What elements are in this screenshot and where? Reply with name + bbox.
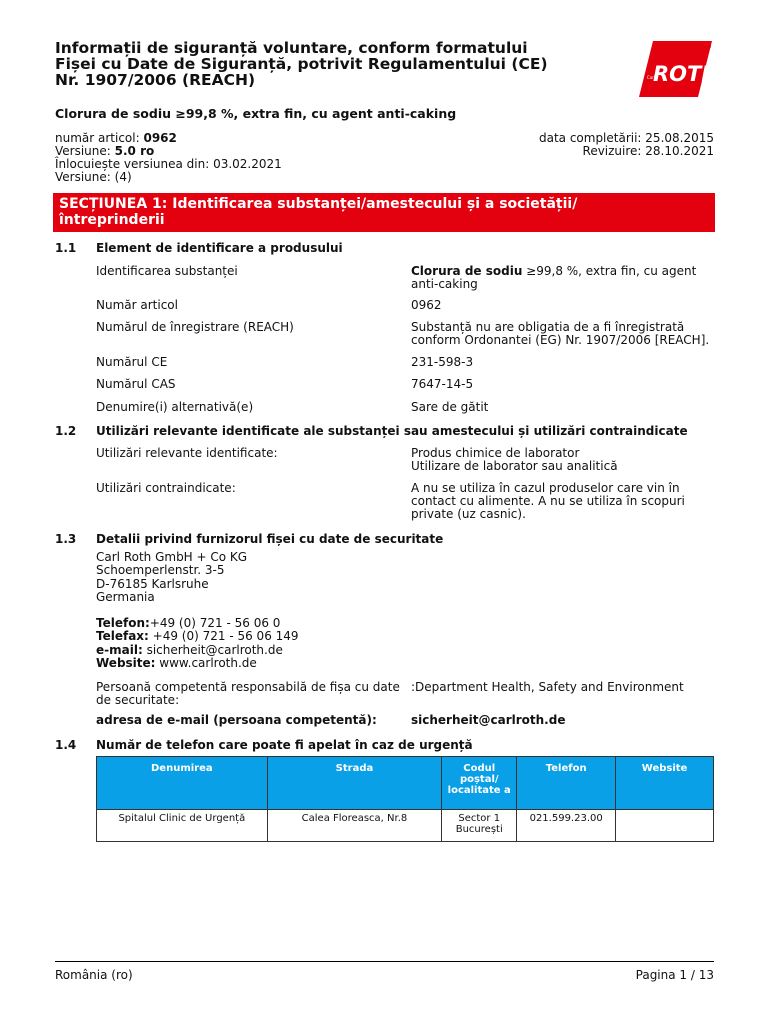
phone-value: +49 (0) 721 - 56 06 0	[149, 616, 281, 630]
email-label: e-mail:	[96, 642, 143, 657]
row-value-substance-id	[411, 265, 721, 291]
competent-email-label: adresa de e-mail (persoana competentă):	[96, 713, 377, 727]
supplier-name: Carl Roth GmbH + Co KG	[96, 550, 248, 564]
col-header-phone: Telefon	[517, 757, 616, 810]
subsection-1-2-title: Utilizări relevante identificate ale substanței sau amestecului și utilizări contraindicate	[96, 424, 688, 438]
revision-date: Revizuire: 28.10.2021	[582, 144, 714, 158]
title-line-3: Nr. 1907/2006 (REACH)	[55, 71, 256, 89]
col-header-website: Website	[616, 757, 714, 810]
emergency-contacts-table	[96, 756, 714, 842]
meta-right	[539, 132, 714, 158]
article-value: 0962	[143, 131, 177, 145]
website-label: Website:	[96, 656, 156, 671]
supplier-contacts	[96, 617, 299, 671]
document-title	[55, 40, 595, 88]
meta-left	[55, 132, 282, 184]
row-value-article-number: 0962	[411, 298, 442, 312]
website-value: www.carlroth.de	[155, 656, 257, 671]
logo-small-text: Carl	[647, 75, 655, 80]
cell-street: Calea Floreasca, Nr.8	[267, 810, 442, 842]
supplier-street: Schoemperlenstr. 3-5	[96, 563, 225, 578]
page-number: Pagina 1 / 13	[635, 968, 714, 982]
cell-postal: Sector 1 București	[442, 810, 517, 842]
logo-text: ROTH	[653, 62, 719, 86]
competent-person-label: Persoană competentă responsabilă de fișa cu date de securitate:	[96, 680, 400, 707]
subsection-1-4-title: Număr de telefon care poate fi apelat în caz de urgență	[96, 738, 473, 752]
row-label-contraindicated-uses: Utilizări contraindicate:	[96, 481, 236, 495]
footer-locale: România (ro)	[55, 968, 133, 982]
substance-name: Clorura de sodiu	[411, 264, 523, 278]
subsection-1-3-title: Detalii privind furnizorul fișei cu date de securitate	[96, 532, 444, 546]
version-label: Versiune:	[55, 144, 115, 158]
subsection-1-4-number: 1.4	[55, 738, 77, 752]
title-line-2: Fișei cu Date de Siguranță, potrivit Regulamentului (CE)	[55, 55, 548, 73]
version-value: 5.0 ro	[114, 144, 155, 158]
competent-email-value: sicherheit@carlroth.de	[411, 713, 566, 727]
subsection-1-2-number: 1.2	[55, 424, 77, 438]
col-header-street: Strada	[267, 757, 442, 810]
subsection-1-1-title: Element de identificare a produsului	[96, 241, 343, 255]
col-header-postal: Codul poștal/ localitate a	[442, 757, 517, 810]
supplier-country: Germania	[96, 590, 155, 605]
footer-divider	[55, 961, 714, 962]
row-label-relevant-uses: Utilizări relevante identificate:	[96, 446, 278, 460]
relevant-use-2: Utilizare de laborator sau analitică	[411, 459, 618, 473]
logo-registered: ®	[705, 43, 712, 51]
row-label-cas-number: Numărul CAS	[96, 377, 176, 391]
fax-value: +49 (0) 721 - 56 06 149	[148, 629, 299, 644]
email-value: sicherheit@carlroth.de	[142, 642, 283, 657]
replaces-line: Înlocuiește versiunea din: 03.02.2021	[55, 157, 282, 171]
row-label-substance-id: Identificarea substanței	[96, 264, 238, 278]
substance-spec: ≥99,8 %, extra fin, cu agent anti-caking	[411, 264, 697, 291]
cell-website	[616, 810, 714, 842]
subsection-1-3-number: 1.3	[55, 532, 77, 546]
fax-label: Telefax:	[96, 629, 149, 644]
phone-label: Telefon:	[96, 616, 150, 630]
article-label: număr articol:	[55, 131, 144, 145]
section-1-title-line-1: SECȚIUNEA 1: Identificarea substanței/amestecului și a societății/	[59, 196, 578, 212]
row-label-ec-number: Numărul CE	[96, 355, 168, 369]
row-value-contraindicated-uses: A nu se utiliza în cazul produselor care vin în contact cu alimente. A nu se utiliza în scopuri private (uz casnic).	[411, 481, 685, 521]
table-header-row	[97, 757, 714, 810]
cell-name: Spitalul Clinic de Urgență	[97, 810, 268, 842]
row-label-reach-registration: Numărul de înregistrare (REACH)	[96, 320, 294, 334]
section-1-title-line-2: întreprinderii	[59, 212, 165, 228]
relevant-use-1: Produs chimice de laborator	[411, 446, 580, 460]
row-value-cas-number: 7647-14-5	[411, 377, 474, 391]
subsection-1-1-number: 1.1	[55, 241, 77, 255]
row-label-alternative-names: Denumire(i) alternativă(e)	[96, 400, 254, 414]
cell-phone: 021.599.23.00	[517, 810, 616, 842]
col-header-name: Denumirea	[97, 757, 268, 810]
row-value-relevant-uses	[411, 447, 721, 473]
row-label-article-number: Număr articol	[96, 298, 178, 312]
product-title: Clorura de sodiu ≥99,8 %, extra fin, cu agent anti-caking	[55, 106, 457, 121]
replaces-version: Versiune: (4)	[55, 170, 132, 184]
competent-person-value: :Department Health, Safety and Environment	[411, 680, 684, 694]
row-value-reach-registration: Substanță nu are obligatia de a fi înregistrată conform Ordonantei (EG) Nr. 1907/2006 [REACH].	[411, 320, 710, 347]
row-value-ec-number: 231-598-3	[411, 355, 474, 369]
supplier-address	[96, 551, 247, 605]
supplier-city: D-76185 Karlsruhe	[96, 576, 209, 591]
title-line-1: Informații de siguranță voluntare, conform formatului	[55, 39, 528, 57]
carl-roth-logo	[639, 41, 719, 97]
completion-date: data completării: 25.08.2015	[538, 131, 714, 145]
table-row	[97, 810, 714, 842]
section-1-header	[53, 193, 715, 232]
row-value-alternative-names: Sare de gătit	[411, 400, 489, 414]
